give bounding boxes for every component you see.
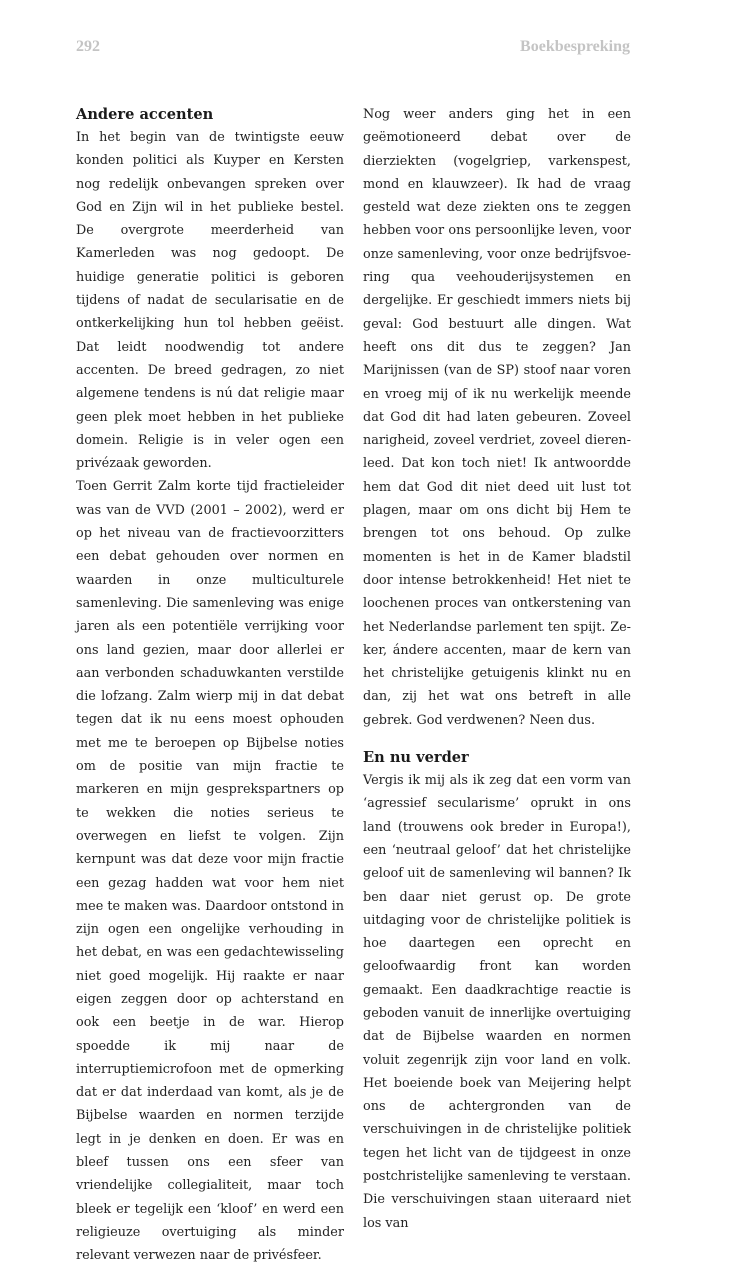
- left-column: [76, 103, 344, 1268]
- paragraph: Nog weer anders ging het in een geëmotioneerd debat over de dierziekten (vogelgriep, varkenspest, mond en klauwzeer). Ik had de vraag gesteld wat deze ziekten ons te zeggen hebben voor ons persoonlijke leven, voor onze samenleving, voor onze bedrijfsvoering qua veehouderijsystemen en dergelijke. Er geschiedt immers niets bij geval: God bestuurt alle dingen. Wat heeft ons dit dus te zeggen? Jan Marijnissen (van de SP) stoof naar voren en vroeg mij of ik nu werkelijk meende dat God dit had laten gebeuren. Zoveel narigheid, zoveel verdriet, zoveel dierenleed. Dat kon toch niet! Ik antwoordde hem dat God dit niet deed uit lust tot plagen, maar om ons dicht bij Hem te brengen tot ons behoud. Op zulke momenten is het in de Kamer bladstil door intense betrokkenheid! Het niet te loochenen proces van ontkerstening van het Nederlandse parlement ten spijt. Zeker, ándere accenten, maar de kern van het christelijke getuigenis klinkt nu en dan, zij het wat ons betreft in alle gebrek. God verdwenen? Neen dus.: [363, 107, 631, 728]
- right-column: [363, 103, 631, 1235]
- paragraph: Vergis ik mij als ik zeg dat een vorm van ‘agressief secularisme’ oprukt in ons land (trouwens ook breder in Europa!), een ‘neutraal geloof’ dat het christelijke geloof uit de samenleving wil bannen? Ik ben daar niet gerust op. De grote uitdaging voor de christelijke politiek is hoe daartegen een oprecht en geloofwaardig front kan worden gemaakt. Een daadkrachtige reactie is geboden vanuit de innerlijke overtuiging dat de Bijbelse waarden en normen voluit zegenrijk zijn voor land en volk. Het boeiende boek van Meijering helpt ons de achtergronden van de verschuivingen in de christelijke politiek tegen het licht van de tijdgeest in onze postchristelijke samenleving te verstaan. Die verschuivingen staan uiteraard niet los van: [363, 773, 631, 1231]
- running-head: [76, 38, 630, 56]
- page-number: 292: [76, 38, 100, 55]
- section-title: Boekbespreking: [520, 38, 630, 55]
- section-heading-andere-accenten: Andere accenten: [76, 106, 214, 123]
- section-heading-en-nu-verder: En nu verder: [363, 749, 469, 767]
- paragraph: In het begin van de twintigste eeuw konden politici als Kuyper en Kersten nog redelijk onbevangen spreken over God en Zijn wil in het publieke bestel. De overgrote meerderheid van Kamerleden was nog gedoopt. De huidige generatie politici is geboren tijdens of nadat de secularisatie en de ontkerkelijking hun tol hebben geëist. Dat leidt noodwendig tot andere accenten. De breed gedragen, zo niet algemene tendens is nú dat religie maar geen plek moet hebben in het publieke domein. Religie is in veler ogen een privézaak geworden.: [76, 130, 344, 472]
- paragraph: Toen Gerrit Zalm korte tijd fractieleider was van de VVD (2001 – 2002), werd er op het niveau van de fractievoorzitters een debat gehouden over normen en waarden in onze multiculturele samenleving. Die samenleving was enige jaren als een potentiële verrijking voor ons land gezien, maar door allerlei er aan verbonden schaduwkanten verstilde die lofzang. Zalm wierp mij in dat debat tegen dat ik nu eens moest ophouden met me te beroepen op Bijbelse noties om de positie van mijn fractie te markeren en mijn gesprekspartners op te wekken die noties serieus te overwegen en liefst te volgen. Zijn kernpunt was dat deze voor mijn fractie een gezag hadden wat voor hem niet mee te maken was. Daardoor ontstond in zijn ogen een ongelijke verhouding in het debat, en was een gedachtewisseling niet goed mogelijk. Hij raakte er naar eigen zeggen door op achterstand en ook een beetje in de war. Hierop spoedde ik mij naar de interruptiemicrofoon met de opmerking dat er dat inderdaad van komt, als je de Bijbelse waarden en normen terzijde legt in je denken en doen. Er was en bleef tussen ons een sfeer van vriendelijke collegialiteit, maar toch bleek er tegelijk een ‘kloof’ en werd een religieuze overtuiging als minder relevant verwezen naar de privésfeer.: [76, 479, 344, 1264]
